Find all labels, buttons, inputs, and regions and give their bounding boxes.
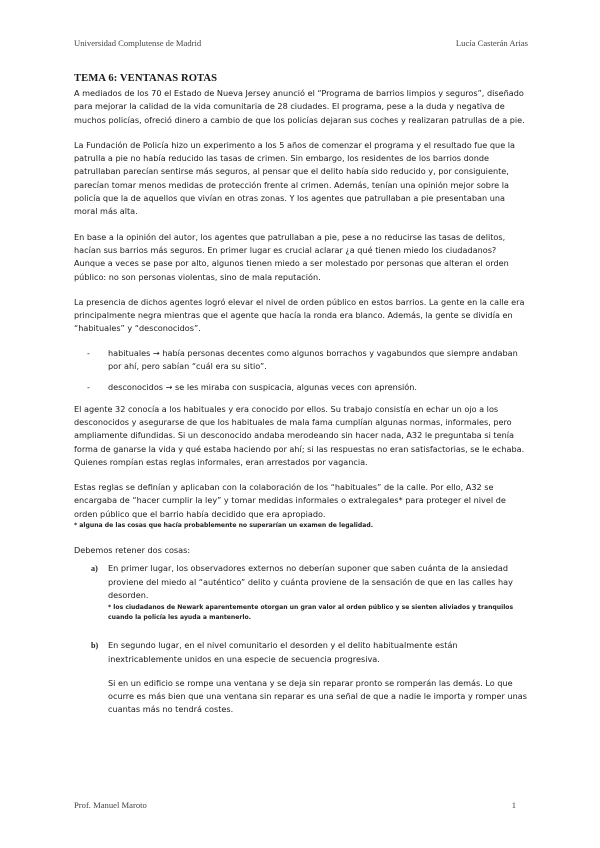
paragraph-1: A mediados de los 70 el Estado de Nueva Jersey anunció el “Programa de barrios limpios y seguros”, diseñado para mejorar la calidad de la vida comunitaria de 28 ciudades. El programa, pese a la duda y negativa de muchos policías, ofreció dinero a cambio de que los policías dejaran sus coches y realizaran patrullas de a pie.	[74, 88, 525, 125]
list-item-b	[74, 639, 528, 716]
page-number: 1	[511, 800, 516, 810]
footnote-legality: * alguna de las cosas que hacía probablemente no superarían un examen de legalidad.	[74, 522, 374, 530]
list-item-text: En primer lugar, los observadores externos no deberían suponer que saben cuánta de la ansiedad proviene del miedo al “auténtico” delito y cuánta proviene de la sensación de que en las calles hay desorden.	[108, 563, 513, 600]
page-content	[74, 72, 528, 717]
list-item-a	[74, 562, 528, 623]
header-author: Lucía Casterán Arias	[455, 38, 528, 48]
bullet-dash: -	[87, 382, 90, 393]
paragraph-5: El agente 32 conocía a los habituales y era conocido por ellos. Su trabajo consistía en echar un ojo a los desconocidos y asegurarse de que los habituales de mala fama cumplían algunas normas, informales, pero ampliamente difundidas. Si un desconocido andaba merodeando sin hacer nada, A32 le preguntaba si tenía forma de ganarse la vida y qué estaba haciendo por ahí; si las respuestas no eran satisfactorias, se le echaba. Quienes rompían estas reglas informales, eran arrestados por vagancia.	[74, 403, 525, 467]
bullet-list	[74, 347, 528, 395]
bullet-text: habituales → había personas decentes como algunos borrachos y vagabundos que siempre andaban por ahí, pero sabían “cuál era su sitio”.	[108, 347, 518, 372]
bullet-item	[74, 347, 528, 374]
paragraph-3: En base a la opinión del autor, los agentes que patrullaban a pie, pese a no reducirse las tasas de delitos, hacían sus barrios más seguros. En primer lugar es crucial aclarar ¿a qué tienen miedo los ciudadanos? Aunque a veces se pase por alto, algunos tienen miedo a ser molestado por personas que alteran el orden público: no son personas violentas, sino de mala reputación.	[74, 231, 509, 282]
list-item-text-2: Si en un edificio se rompe una ventana y se deja sin reparar pronto se romperán las demás. Lo que ocurre es más bien que una ventana sin reparar es una señal de que a nadie le importa y romper unas cuantas más no tendrá costes.	[108, 677, 527, 715]
bullet-item	[74, 381, 528, 394]
header-university: Universidad Complutense de Madrid	[74, 38, 202, 48]
paragraph-2: La Fundación de Policía hizo un experimento a los 5 años de comenzar el programa y el resultado fue que la patrulla a pie no había reducido las tasas de crimen. Sin embargo, los residentes de los barrios donde patrullaban parecían sentirse más seguros, al pensar que el delito había sido reducido y, por consiguiente, parecían tomar menos medidas de protección frente al crimen. Además, tenían una opinión mejor sobre la policía que la de aquellos que vivían en otras zonas. Y los agentes que patrullaban a pie presentaban una moral más alta.	[74, 139, 516, 217]
list-marker: a)	[91, 564, 98, 574]
list-intro: Debemos retener dos cosas:	[74, 545, 191, 556]
list-item-note: * los ciudadanos de Newark aparentemente otorgan un gran valor al orden público y se sienten aliviados y tranquilos cuando la policía les ayuda a mantenerlo.	[108, 604, 514, 622]
page-header	[74, 38, 528, 52]
ordered-list	[74, 562, 528, 716]
bullet-text: desconocidos → se les miraba con suspicacia, algunas veces con aprensión.	[108, 382, 418, 393]
list-item-text: En segundo lugar, en el nivel comunitario el desorden y el delito habitualmente están inextricablemente unidos en una especie de secuencia progresiva.	[108, 640, 458, 664]
bullet-dash: -	[87, 347, 90, 358]
page-footer	[74, 800, 528, 814]
list-marker: b)	[91, 641, 99, 651]
paragraph-6: Estas reglas se definían y aplicaban con la colaboración de los “habituales” de la calle. Por ello, A32 se encargaba de “hacer cumplir la ley” y tomar medidas informales o extralegales* para proteger el nivel de orden público que el barrio había decidido que era apropiado.	[74, 482, 506, 519]
footer-professor: Prof. Manuel Maroto	[74, 800, 147, 810]
document-title: TEMA 6: VENTANAS ROTAS	[74, 73, 218, 84]
paragraph-4: La presencia de dichos agentes logró elevar el nivel de orden público en estos barrios. La gente en la calle era principalmente negra mientras que el agente que hacía la ronda era blanco. Además, la gente se dividía en “habituales” y “desconocidos”.	[74, 296, 525, 334]
